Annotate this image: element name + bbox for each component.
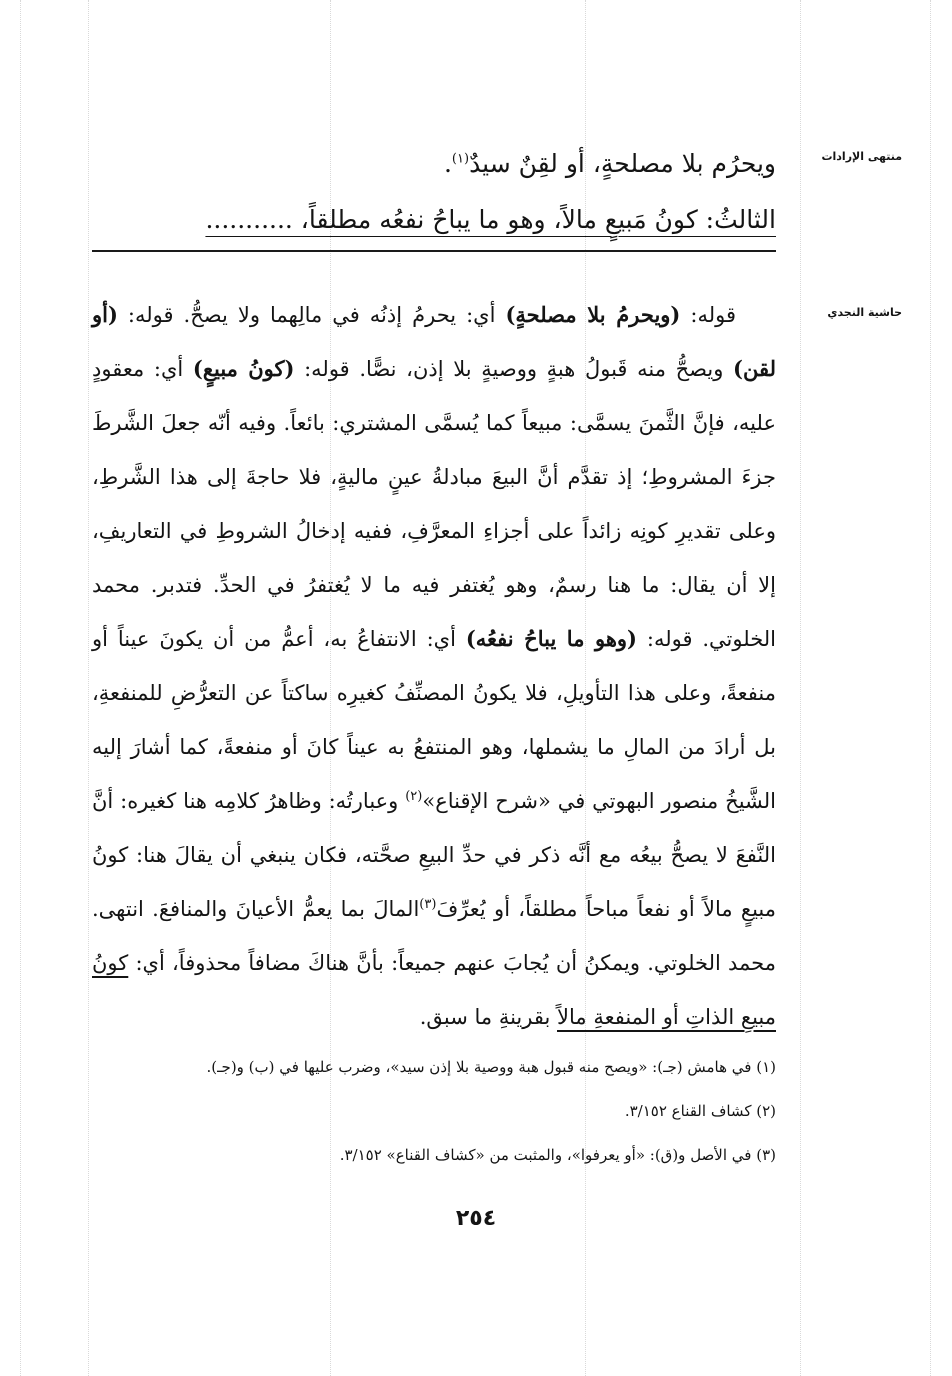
scan-guide-line <box>800 0 801 1376</box>
section-divider <box>92 250 776 252</box>
footnotes <box>92 1056 776 1188</box>
matn-text <box>92 136 776 248</box>
footnote-ref: (٣) <box>419 897 437 912</box>
scan-guide-line <box>20 0 21 1376</box>
scan-guide-line <box>88 0 89 1376</box>
underlined-phrase: كونُ مبيعِ الذاتِ أو المنفعةِ مالاً <box>92 951 776 1029</box>
quoted-lemma: (وهو ما يباحُ نفعُه) <box>465 626 637 651</box>
footnote: (١) في هامش (جـ): «ويصح منه قبول هبة ووصية بلا إذن سيد»، وضرب عليها في (ب) و(جـ). <box>206 1058 776 1076</box>
commentary-text <box>92 288 776 1044</box>
quoted-lemma: (ويحرمُ بلا مصلحةٍ) <box>505 302 681 327</box>
page-number: ٢٥٤ <box>455 1206 497 1231</box>
footnote: (٣) في الأصل و(ق): «أو يعرفوا»، والمثبت من «كشاف القناع» ٣/١٥٢. <box>339 1146 776 1164</box>
commentary-paragraph: قوله: (ويحرمُ بلا مصلحةٍ) أي: يحرمُ إذنُه في مالِهما ولا يصحُّ. قوله: (أو لقن) ويصحُّ منه قَبولُ هبةٍ ووصيةٍ بلا إذن، نصًّا. قوله: (كونُ مبيعٍ) أي: معقودٍ عليه، فإنَّ الثَّمنَ يسمَّى: مبيعاً كما يُسمَّى المشتري: بائعاً. وفيه أنّه جعلَ الشَّرطَ جزءَ المشروطِ؛ إذ تقدَّم أنَّ البيعَ مبادلةُ عينٍ ماليةٍ، فلا حاجةَ إلى هذا الشَّرطِ، وعلى تقديرِ كونِه زائداً على أجزاءِ المعرَّفِ، ففيه إدخالُ الشروطِ في التعاريفِ، إلا أن يقال: ما هنا رسمٌ، وهو يُغتفر فيه ما لا يُغتفرُ في الحدِّ. فتدبر. محمد الخلوتي. قوله: (وهو ما يباحُ نفعُه) أي: الانتفاعُ به، أعمُّ من أن يكونَ عيناً أو منفعةً، وعلى هذا التأويلِ، فلا يكونُ المصنِّفُ كغيرِه ساكتاً عن التعرُّضِ للمنفعةِ، بل أرادَ من المالِ ما يشملها، وهو المنتفعُ به عيناً كانَ أو منفعةً، كما أشارَ إليه الشَّيخُ منصور البهوتي في «شرح الإقناع»$^{(٢)}$ وعبارتُه: وظاهرُ كلامِه هنا كغيره: أنَّ النَّفعَ لا يصحُّ بيعُه مع أنَّه ذكر في حدِّ البيعِ صحَّته، فكان ينبغي أن يقالَ هنا: كونُ مبيعٍ مالاً أو نفعاً مباحاً مطلقاً، أو يُعرِّفَ$^{(٣)}$المالَ بما يعمُّ الأعيانَ والمنافعَ. انتهى. محمد الخلوتي. ويمكنُ أن يُجابَ عنهم جميعاً: بأنَّ هناكَ مضافاً محذوفاً، أي: كونُ مبيعِ الذاتِ أو المنفعةِ مالاً بقرينةِ ما سبق. <box>92 302 776 1029</box>
side-label-matn: منتهى الإرادات <box>821 150 902 163</box>
footnote: (٢) كشاف القناع ٣/١٥٢. <box>624 1102 776 1120</box>
quoted-lemma: (كونُ مبيعٍ) <box>192 356 295 381</box>
quoted-lemma: (أو لقن) <box>92 302 776 381</box>
matn-line: ويحرُم بلا مصلحةٍ، أو لقِنٌ سيدٌ$^{(١)}$. <box>443 149 776 178</box>
scan-guide-line <box>930 0 931 1376</box>
matn-line: الثالثُ: كونُ مَبيعٍ مالاً، وهو ما يباحُ نفعُه مطلقاً، ........... <box>205 205 776 234</box>
footnote-ref: (٢) <box>405 789 423 804</box>
footnote-ref: (١) <box>451 151 470 167</box>
side-label-sharh: حاشية النجدي <box>827 306 902 319</box>
